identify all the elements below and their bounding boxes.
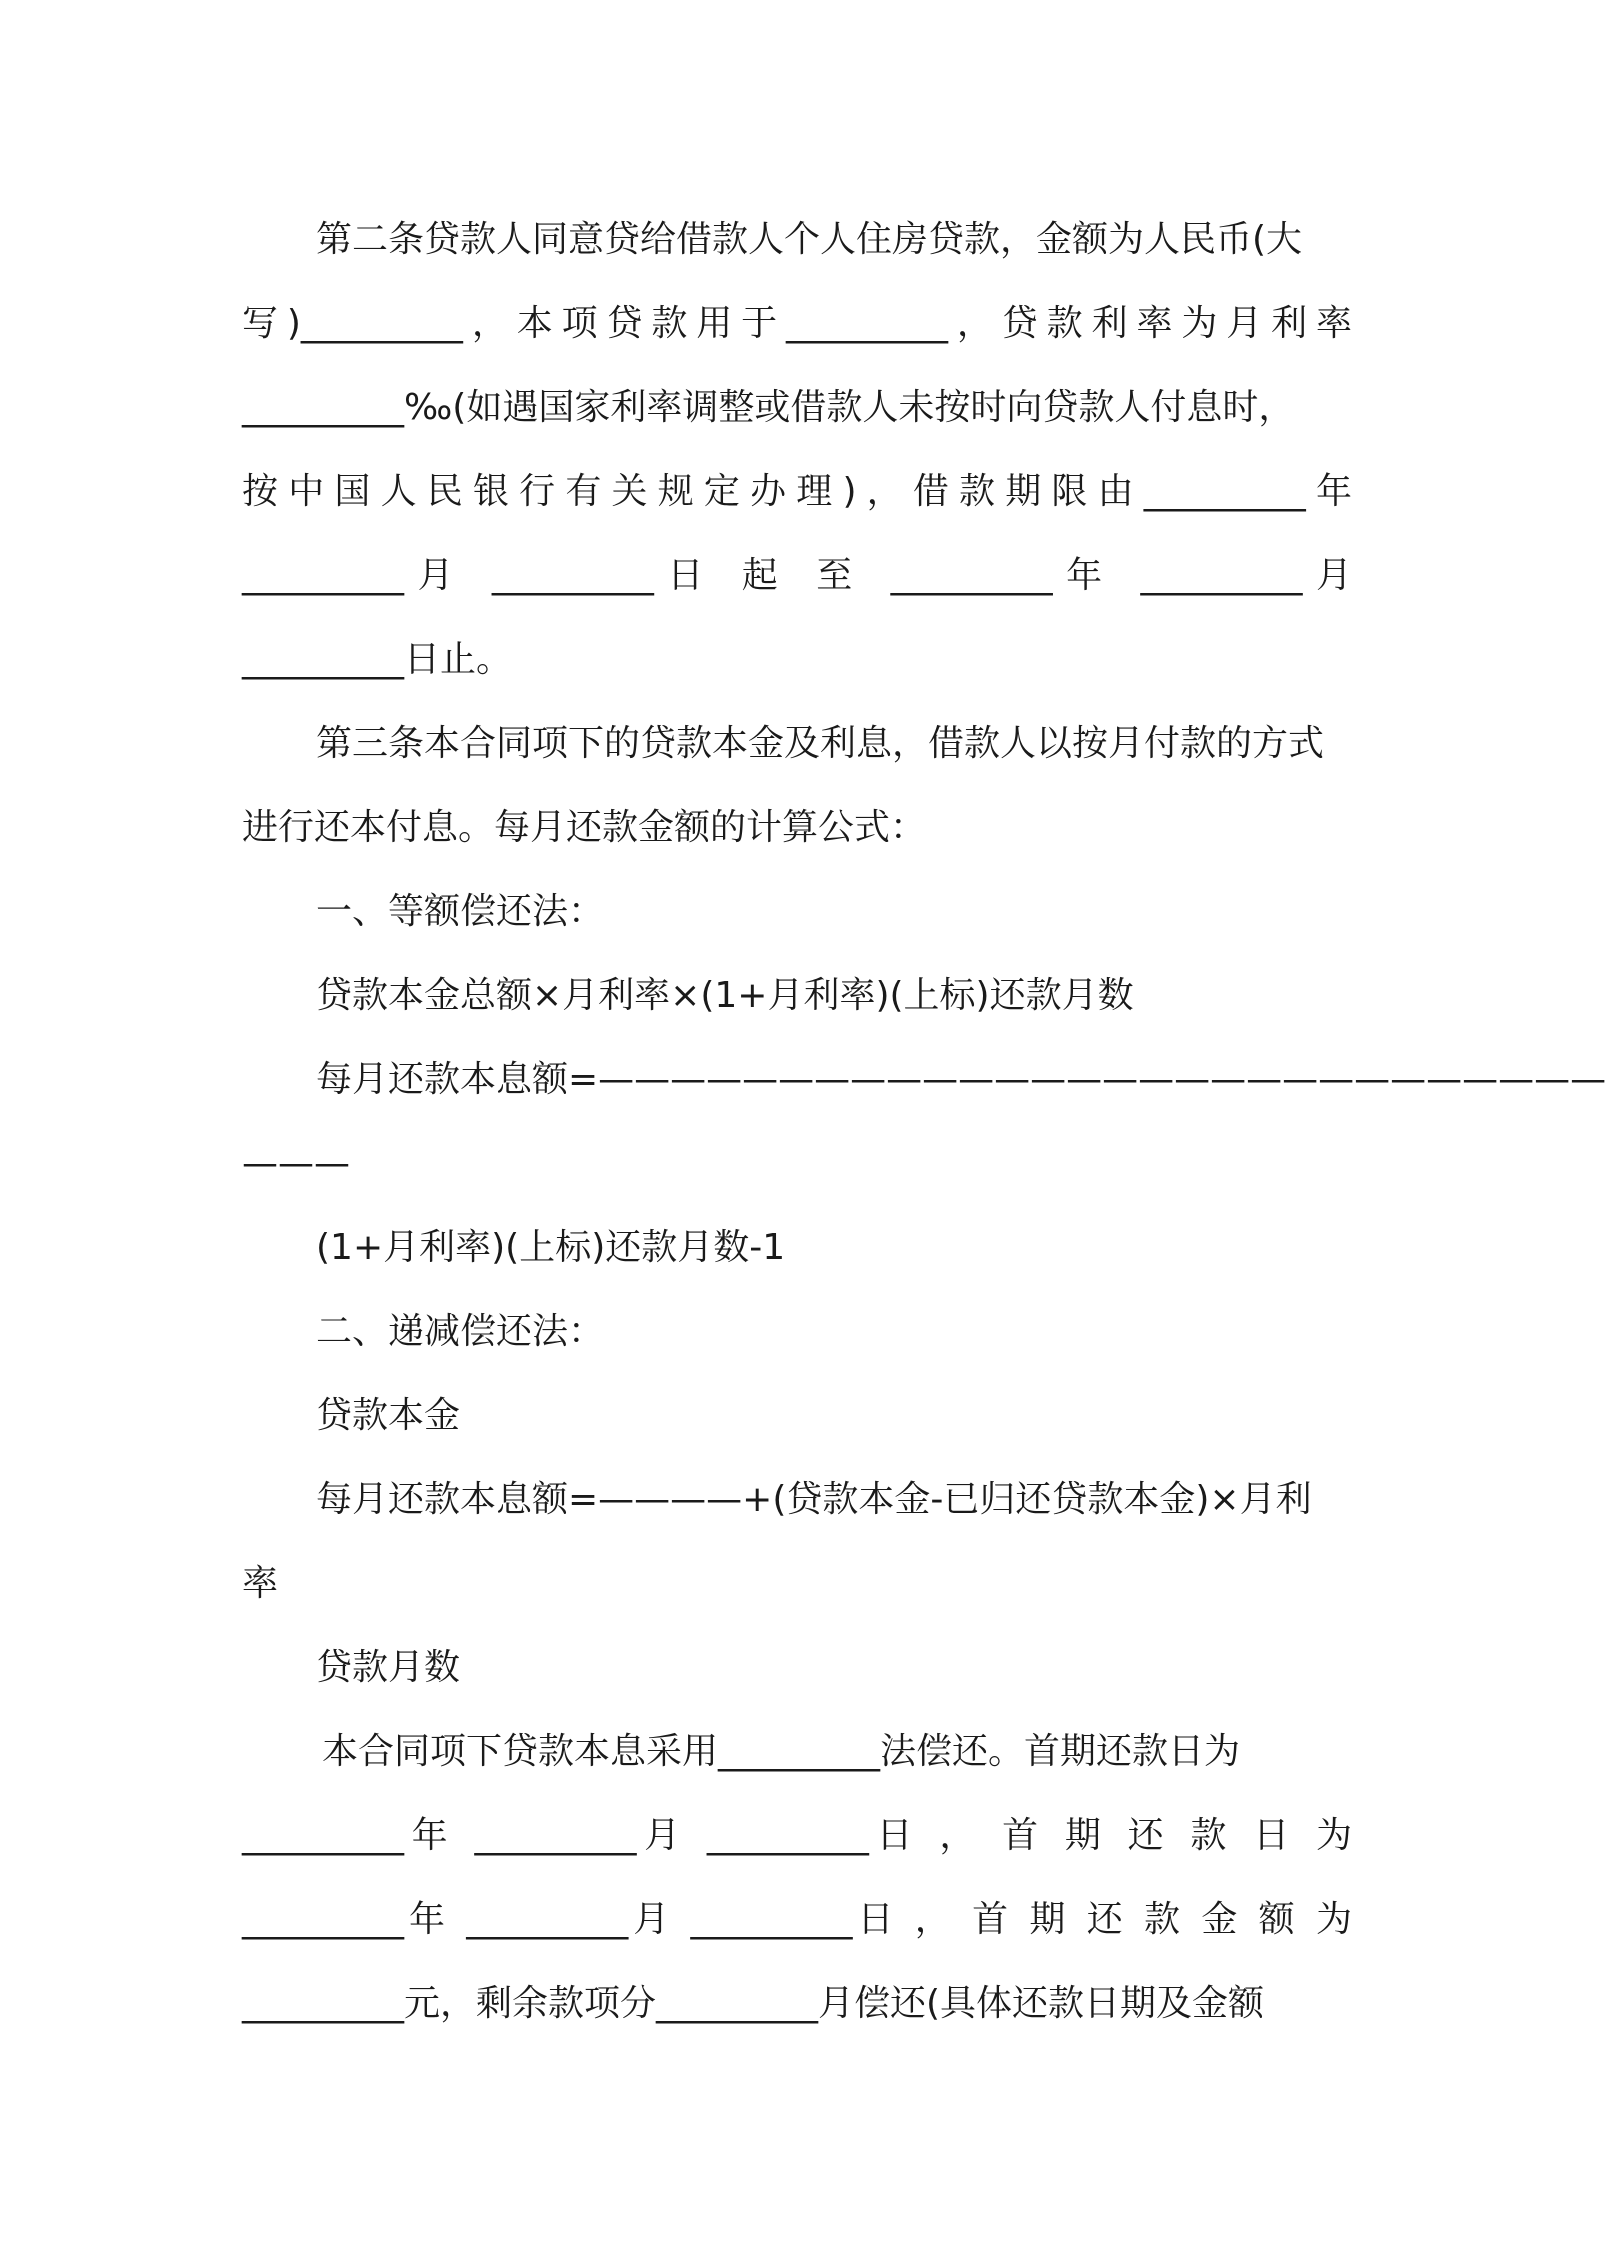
method-1-formula-line: 每月还款本息额=———————————————————————————— — [316, 1059, 1606, 1100]
method-1-formula-denominator: (1+月利率)(上标)还款月数-1 — [316, 1227, 786, 1268]
repayment-line-4: _________元，剩余款项分_________月偿还(具体还款日期及金额 — [242, 1983, 1265, 2024]
article-2-line-6: _________日止。 — [242, 639, 513, 680]
method-1-formula-numerator: 贷款本金总额×月利率×(1+月利率)(上标)还款月数 — [316, 975, 1134, 1016]
article-3-line-2: 进行还本付息。每月还款金额的计算公式： — [242, 807, 927, 848]
article-2-line-4: 按中国人民银行有关规定办理)，借款期限由_________年 — [242, 471, 1352, 512]
method-2-formula-line: 每月还款本息额=————+(贷款本金-已归还贷款本金)×月利 — [316, 1479, 1312, 1520]
repayment-line-3: _________年 _________月 _________日 ， 首 期 还 款 金 额 为 — [242, 1899, 1352, 1940]
repayment-line-1: 本合同项下贷款本息采用_________法偿还。首期还款日为 — [322, 1731, 1241, 1772]
method-2-formula-numerator: 贷款本金 — [316, 1395, 461, 1436]
article-2-line-3: _________‰(如遇国家利率调整或借款人未按时向贷款人付息时， — [242, 387, 1295, 428]
article-2-line-1: 第二条贷款人同意贷给借款人个人住房贷款，金额为人民币(大 — [316, 219, 1303, 260]
article-2-line-5: _________月 _________日 起 至 _________年 _________月 — [242, 555, 1352, 596]
method-2-formula-line-cont: 率 — [242, 1563, 279, 1604]
document-body — [242, 198, 1606, 2046]
article-2-line-2: 写)_________，本项贷款用于_________，贷款利率为月利率 — [242, 303, 1352, 344]
method-1-heading: 一、等额偿还法： — [316, 891, 605, 932]
article-3-line-1: 第三条本合同项下的贷款本金及利息，借款人以按月付款的方式 — [316, 723, 1325, 764]
repayment-line-2: _________年 _________月 _________日 ， 首 期 还 款 日 为 — [242, 1815, 1352, 1856]
method-1-formula-line-cont: ——— — [242, 1143, 350, 1184]
method-2-heading: 二、递减偿还法： — [316, 1311, 605, 1352]
method-2-formula-denominator: 贷款月数 — [316, 1647, 461, 1688]
